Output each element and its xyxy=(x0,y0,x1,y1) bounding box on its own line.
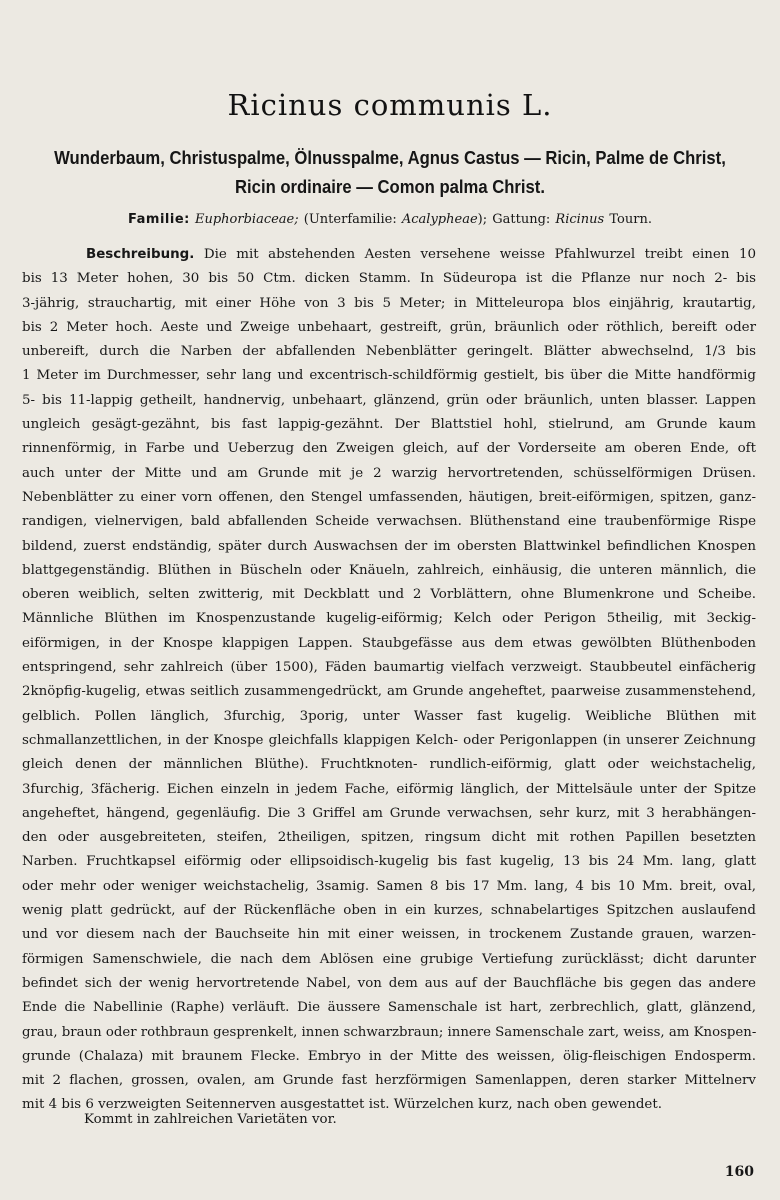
description-line: wenig platt gedrückt, auf der Rückenfläche oben in ein kurzes, schnabelartiges Spitzchen auslaufend xyxy=(22,903,756,919)
description-line: blattgegenständig. Blüthen in Büscheln oder Knäueln, zahlreich, einhäusig, die unteren männlich, die xyxy=(22,562,756,578)
description-line: oberen weiblich, selten zwitterig, mit Deckblatt und 2 Vorblättern, ohne Blumenkrone und Scheibe. xyxy=(22,587,756,603)
description-line: eiförmigen, in der Knospe klappigen Lappen. Staubgefässe aus dem etwas gewölbten Blüthenboden xyxy=(22,635,756,651)
family-label: Familie: xyxy=(128,212,190,227)
description-line: unbereift, durch die Narben der abfallenden Nebenblätter geringelt. Blätter abwechselnd, 1/3 bis xyxy=(22,344,756,360)
description-line: grunde (Chalaza) mit braunem Flecke. Embryo in der Mitte des weissen, ölig-fleischigen Endosperm. xyxy=(22,1048,756,1064)
description-line: bis 13 Meter hohen, 30 bis 50 Ctm. dicken Stamm. In Südeuropa ist die Pflanze nur noch 2- bis xyxy=(22,271,756,287)
common-names-line-1: Wunderbaum, Christuspalme, Ölnusspalme, Agnus Castus — Ricin, Palme de Christ, xyxy=(54,147,726,168)
subfamily-prefix: (Unterfamilie: xyxy=(303,212,397,227)
subfamily-name: Acalypheae xyxy=(401,212,478,227)
description-line: und vor diesem nach der Bauchseite hin mit einer weissen, in trockenem Zustande grauen, warzen- xyxy=(22,927,756,943)
description-line: den oder ausgebreiteten, steifen, 2theiligen, spitzen, ringsum dicht mit rothen Papillen besetzten xyxy=(22,830,756,846)
description-line: mit 4 bis 6 verzweigten Seitennerven ausgestattet ist. Würzelchen kurz, nach oben gewendet. xyxy=(22,1097,662,1113)
description-line: 1 Meter im Durchmesser, sehr lang und excentrisch-schildförmig gestielt, bis über die Mitte handförmig xyxy=(22,368,756,384)
description-line: bildend, zuerst endständig, später durch Auswachsen der im obersten Blattwinkel befindlichen Knospen xyxy=(22,538,756,554)
family-name: Euphorbiaceae; xyxy=(195,212,299,227)
description-label: Beschreibung. xyxy=(86,247,195,262)
description-line: Ende die Nabellinie (Raphe) verläuft. Die äussere Samenschale ist hart, zerbrechlich, glatt, glänzend, xyxy=(22,1000,756,1016)
common-names xyxy=(39,143,741,201)
description-line: gelblich. Pollen länglich, 3furchig, 3porig, unter Wasser fast kugelig. Weibliche Blüthen mit xyxy=(22,708,756,724)
description-line: 2knöpfig-kugelig, etwas seitlich zusammengedrückt, am Grunde angeheftet, paarweise zusammenstehend, xyxy=(22,684,756,700)
description-line: 5- bis 11-lappig getheilt, handnervig, unbehaart, glänzend, grün oder bräunlich, unten blasser. Lappen xyxy=(22,392,756,408)
description-line: bis 2 Meter hoch. Aeste und Zweige unbehaart, gestreift, grün, bräunlich oder röthlich, bereift oder xyxy=(22,319,756,335)
closing-note: Kommt in zahlreichen Varietäten vor. xyxy=(84,1112,337,1127)
description-line: befindet sich der wenig hervortretende Nabel, von dem aus auf der Bauchfläche bis gegen das andere xyxy=(22,975,756,991)
subfamily-suffix: ); xyxy=(477,212,488,227)
page-title: Ricinus communis L. xyxy=(227,88,553,122)
description-line: grau, braun oder rothbraun gesprenkelt, innen schwarzbraun; innere Samenschale zart, weiss, am Knospen- xyxy=(22,1024,757,1040)
description-line: randigen, vielnervigen, bald abfallenden Scheide verwachsen. Blüthenstand eine traubenförmige Rispe xyxy=(22,514,756,530)
common-names-line-2: Ricin ordinaire — Comon palma Christ. xyxy=(235,176,545,197)
genus-label: Gattung: xyxy=(492,212,551,227)
description-line: gleich denen der männlichen Blüthe). Fruchtknoten- rundlich-eiförmig, glatt oder weichstachelig, xyxy=(22,757,756,773)
description-line: auch unter der Mitte und am Grunde mit je 2 warzig hervortretenden, schüsselförmigen Drüsen. xyxy=(22,465,756,481)
description-line: 3furchig, 3fächerig. Eichen einzeln in jedem Fache, eiförmig länglich, der Mittelsäule unter der Spitze xyxy=(22,781,756,797)
description-line: angeheftet, hängend, gegenläufig. Die 3 Griffel am Grunde verwachsen, sehr kurz, mit 3 herabhängen- xyxy=(22,805,756,821)
description-line: Narben. Fruchtkapsel eiförmig oder ellipsoidisch-kugelig bis fast kugelig, 13 bis 24 Mm. lang, glatt xyxy=(22,854,756,870)
description-line: oder mehr oder weniger weichstachelig, 3samig. Samen 8 bis 17 Mm. lang, 4 bis 10 Mm. breit, oval, xyxy=(22,878,756,894)
description-line: mit 2 flachen, grossen, ovalen, am Grunde fast herzförmigen Samenlappen, deren starker Mittelnerv xyxy=(22,1073,756,1089)
description-line: Nebenblätter zu einer vorn offenen, den Stengel umfassenden, häutigen, breit-eiförmigen, spitzen, ganz- xyxy=(22,489,756,505)
description-line: förmigen Samenschwiele, die nach dem Ablösen eine grubige Vertiefung zurücklässt; dicht darunter xyxy=(22,951,756,967)
page-number: 160 xyxy=(724,1164,754,1180)
family-line xyxy=(0,212,780,227)
genus-name: Ricinus xyxy=(555,212,605,227)
description-line: rinnenförmig, in Farbe und Ueberzug den Zweigen gleich, auf der Vorderseite am oberen Ende, oft xyxy=(22,441,756,457)
description-line: schmallanzettlichen, in der Knospe gleichfalls klappigen Kelch- oder Perigonlappen (in unserer Zeichnung xyxy=(22,732,756,748)
description-line: Beschreibung. Die mit abstehenden Aesten versehene weisse Pfahlwurzel treibt einen 10 xyxy=(86,247,757,262)
description-line: ungleich gesägt-gezähnt, bis fast lappig-gezähnt. Der Blattstiel hohl, stielrund, am Grunde kaum xyxy=(22,417,756,433)
description-body xyxy=(22,243,756,1118)
description-line: 3-jährig, strauchartig, mit einer Höhe von 3 bis 5 Meter; in Mitteleuropa blos einjährig, krautartig, xyxy=(22,295,756,311)
description-line: entspringend, sehr zahlreich (über 1500), Fäden baumartig vielfach verzweigt. Staubbeutel einfächerig xyxy=(22,660,756,676)
description-line: Männliche Blüthen im Knospenzustande kugelig-eiförmig; Kelch oder Perigon 5theilig, mit 3eckig- xyxy=(22,611,756,627)
genus-author: Tourn. xyxy=(609,212,652,227)
